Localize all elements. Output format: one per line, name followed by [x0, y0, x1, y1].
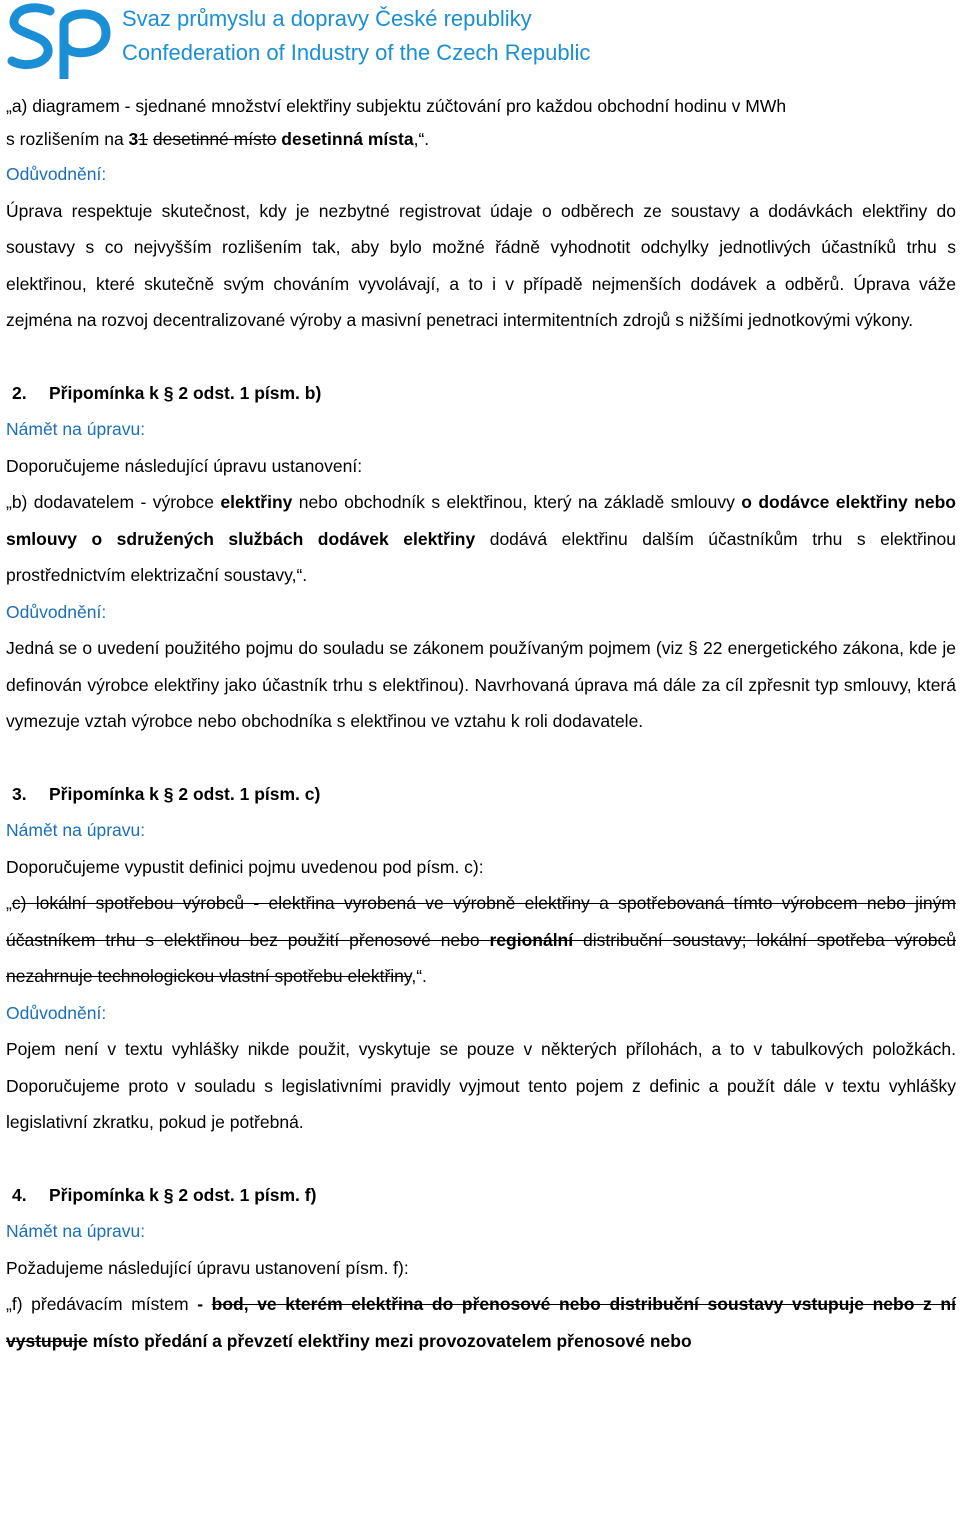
comment-heading-3	[12, 776, 956, 813]
item-a-end: ,“.	[413, 129, 430, 149]
item-f-part2: -	[197, 1294, 212, 1314]
proposal-text-2: Doporučujeme následující úpravu ustanovení:	[6, 455, 363, 476]
item-b-part3: nebo obchodník s elektřinou, který na základě smlouvy	[292, 492, 742, 512]
item-f-part4: místo předání a převzetí elektřiny mezi provozovatelem přenosové nebo	[87, 1330, 692, 1351]
item-a-inserted-digit: 3	[128, 129, 139, 149]
item-a-line2-start: s rozlišením na	[6, 129, 129, 149]
item-a	[6, 90, 956, 156]
item-c-part5: ,“.	[411, 966, 427, 986]
item-c	[6, 885, 956, 995]
item-a-deleted-text: desetinné místo	[152, 129, 277, 149]
item-f	[6, 1286, 956, 1359]
proposal-label-3: Námět na úpravu:	[6, 820, 146, 840]
justification-label-3: Odůvodnění:	[6, 1002, 107, 1023]
comment-title-4: Připomínka k § 2 odst. 1 písm. f)	[49, 1184, 317, 1205]
comment-heading-4	[12, 1177, 956, 1214]
item-c-part1: „	[6, 893, 12, 913]
item-b-part5: dodává elektřinu dalším účastníkům trhu s elektřinou prostřednictvím elektrizační soustavy,“.	[6, 528, 956, 585]
comment-number-4: 4.	[12, 1184, 27, 1205]
sp-logo	[6, 3, 116, 79]
comment-title-2: Připomínka k § 2 odst. 1 písm. b)	[49, 382, 322, 403]
item-b	[6, 484, 956, 594]
item-b-part1: „b) dodavatelem - výrobce	[6, 492, 221, 512]
justification-text-2: Jedná se o uvedení použitého pojmu do souladu se zákonem používaným pojmem (viz § 22 energetického zákona, kde je definován výrobce elektřiny jako účastník trhu s elektřinou). Navrhovaná úprava má dále za cíl zpřesnit typ smlouvy, která vymezuje vztah výrobce nebo obchodníka s elektřinou ve vztahu k roli dodavatele.	[6, 638, 956, 731]
comment-heading-2	[12, 375, 956, 412]
item-f-part3: bod, ve kterém elektřina do přenosové nebo distribuční soustavy vstupuje nebo z ní vystupuje	[6, 1294, 956, 1351]
comment-number-3: 3.	[12, 783, 27, 804]
justification-text-3: Pojem není v textu vyhlášky nikde použit, vyskytuje se pouze v některých přílohách, a to v tabulkových položkách. Doporučujeme proto v souladu s legislativními pravidly vyjmout tento pojem z definic a použít dále v textu vyhlášky legislativní zkratku, pokud je potřebná.	[6, 1039, 956, 1132]
proposal-text-4: Požadujeme následující úpravu ustanovení písm. f):	[6, 1257, 409, 1278]
document-body	[6, 90, 956, 1359]
document-header	[0, 0, 960, 82]
item-c-part4: distribuční soustavy; lokální spotřeba výrobců nezahrnuje technologickou vlastní spotřebu elektřiny	[6, 929, 956, 986]
justification-label-2: Odůvodnění:	[6, 601, 107, 622]
proposal-label-2: Námět na úpravu:	[6, 419, 146, 439]
proposal-label-4: Námět na úpravu:	[6, 1221, 146, 1241]
justification-label-1: Odůvodnění:	[6, 164, 107, 184]
justification-text-1: Úprava respektuje skutečnost, kdy je nezbytné registrovat údaje o odběrech ze soustavy a dodávkách elektřiny do soustavy s co nejvyšším rozlišením tak, aby bylo možné řádně vyhodnotit odchylky jednotlivých účastníků trhu s elektřinou, které skutečně svým chováním vyvolávají, a to i v případě nejmenších dodávek a odběrů. Úprava váže zejména na rozvoj decentralizované výroby a masivní penetraci intermitentních zdrojů s nižšími jednotkovými výkony.	[6, 200, 956, 330]
org-name-cz: Svaz průmyslu a dopravy České republiky	[122, 6, 532, 31]
item-c-part3: regionální	[489, 929, 574, 950]
item-a-deleted-digit: 1	[138, 129, 149, 149]
item-a-inserted-text: desetinná místa	[276, 129, 414, 149]
comment-title-3: Připomínka k § 2 odst. 1 písm. c)	[49, 783, 321, 804]
item-b-part4: o dodávce elektřiny nebo smlouvy o sdružených službách dodávek elektřiny	[6, 492, 956, 549]
item-c-part2: c) lokální spotřebou výrobců - elektřina vyrobená ve výrobně elektřiny a spotřebovaná tímto výrobcem nebo jiným účastníkem trhu s elektřinou bez použití přenosové nebo	[6, 893, 956, 950]
comment-number-2: 2.	[12, 382, 27, 403]
item-b-part2: elektřiny	[220, 492, 293, 512]
proposal-text-3: Doporučujeme vypustit definici pojmu uvedenou pod písm. c):	[6, 856, 484, 877]
item-f-part1: „f) předávacím místem	[6, 1294, 198, 1314]
item-a-line1: „a) diagramem - sjednané množství elektřiny subjektu zúčtování pro každou obchodní hodinu v MWh	[6, 96, 787, 116]
org-name-en: Confederation of Industry of the Czech Republic	[122, 40, 591, 65]
